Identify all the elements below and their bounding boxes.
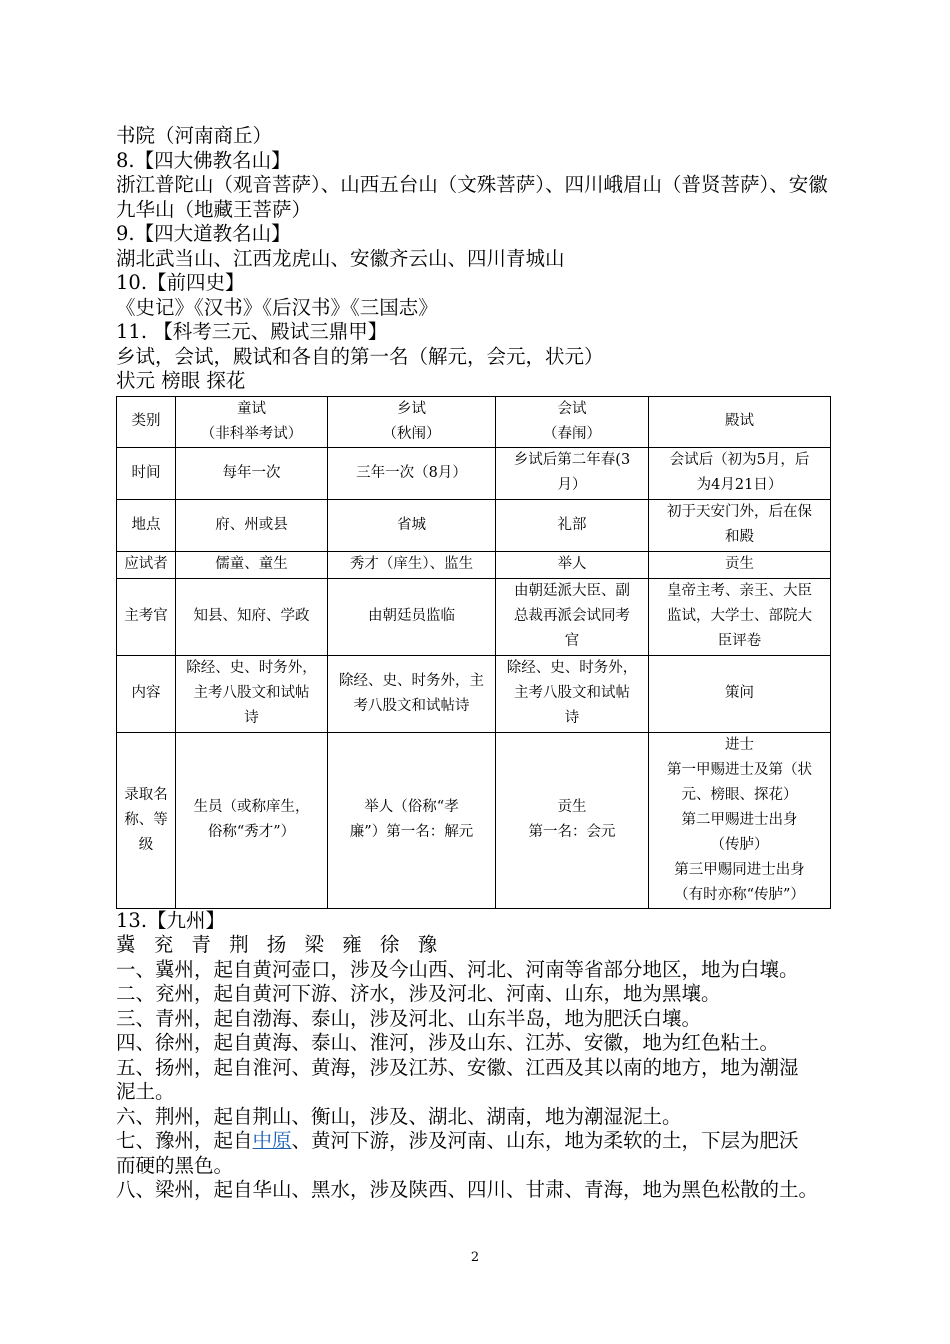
table-row-content [117,655,831,732]
table-cell: 举人（俗称“孝 廉”）第一名：解元 [328,732,496,908]
page-number: 2 [470,1250,480,1265]
paragraph-state-7-line1 [116,1129,844,1154]
zhongyuan-link[interactable]: 中原 [252,1129,292,1152]
table-cell: 地点 [117,499,176,551]
text-span: 七、豫州，起自 [116,1129,253,1152]
table-cell: 乡试 （秋闱） [328,396,496,447]
table-cell: 乡试后第二年春(3 月） [496,447,649,499]
document-page [116,124,844,1203]
paragraph-four-histories: 《史记》《汉书》《后汉书》《三国志》 [116,295,438,319]
table-cell: 应试者 [117,551,176,578]
table-cell: 策问 [649,655,831,732]
table-cell: 殿试 [649,396,831,447]
section-heading-9: 9.【四大道教名山】 [116,222,291,245]
paragraph-taoist-mountains: 湖北武当山、江西龙虎山、安徽齐云山、四川青城山 [116,246,565,270]
table-cell: 贡生 [649,551,831,578]
table-cell: 进士 第一甲赐进士及第（状 元、榜眼、探花） 第二甲赐进士出身 （传胪） 第三甲赐同进士出身 （有时亦称“传胪”） [649,732,831,908]
section-heading-11: 11. 【科考三元、殿试三鼎甲】 [116,320,388,343]
table-cell: 礼部 [496,499,649,551]
table-cell: 主考官 [117,578,176,655]
text-span: 、黄河下游，涉及河南、山东，地为柔软的土，下层为肥沃 [291,1129,799,1152]
paragraph-state-7-line2: 而硬的黑色。 [116,1153,234,1177]
table-cell: 童试 （非科举考试） [176,396,328,447]
paragraph-state-1: 一、冀州，起自黄河壶口，涉及今山西、河北、河南等省部分地区，地为白壤。 [116,957,799,981]
paragraph-state-2: 二、兖州，起自黄河下游、济水，涉及河北、河南、山东，地为黑壤。 [116,982,721,1005]
table-cell: 初于天安门外，后在保 和殿 [649,499,831,551]
paragraph-three-firsts: 乡试，会试，殿试和各自的第一名（解元，会元，状元） [116,344,604,368]
section-heading-10: 10.【前四史】 [116,271,245,294]
paragraph-state-3: 三、青州，起自渤海、泰山，涉及河北、山东半岛，地为肥沃白壤。 [116,1006,702,1030]
table-cell: 每年一次 [176,447,328,499]
paragraph-state-5-line1: 五、扬州，起自淮河、黄海，涉及江苏、安徽、江西及其以南的地方，地为潮湿 [116,1055,799,1079]
text-line: 书院（河南商丘） [116,124,273,147]
table-cell: 举人 [496,551,649,578]
table-row-rank [117,732,831,908]
paragraph-state-5-line2: 泥土。 [116,1080,175,1103]
table-cell: 由朝廷员监临 [328,578,496,655]
table-cell: 录取名 称、等 级 [117,732,176,908]
table-row-examiner [117,578,831,655]
table-cell: 类别 [117,396,176,447]
table-cell: 除经、史、时务外， 主考八股文和试帖 诗 [496,655,649,732]
section-heading-13: 13.【九州】 [116,908,226,932]
table-cell: 时间 [117,447,176,499]
table-cell: 除经、史、时务外，主 考八股文和试帖诗 [328,655,496,732]
table-cell: 儒童、童生 [176,551,328,578]
table-cell: 会试 （春闱） [496,396,649,447]
table-cell: 由朝廷派大臣、副 总裁再派会试同考 官 [496,578,649,655]
table-cell: 会试后（初为5月，后 为4月21日） [649,447,831,499]
table-cell: 知县、知府、学政 [176,578,328,655]
paragraph-state-6: 六、荆州，起自荆山、衡山，涉及、湖北、湖南，地为潮湿泥土。 [116,1104,682,1128]
nine-states-list: 冀 兖 青 荆 扬 梁 雍 徐 豫 [116,933,444,956]
table-row-time [117,447,831,499]
table-row-candidates [117,551,831,578]
table-cell: 生员（或称庠生， 俗称“秀才”） [176,732,328,908]
table-cell: 贡生 第一名：会元 [496,732,649,908]
paragraph-three-titles: 状元 榜眼 探花 [116,369,246,392]
paragraph-buddhist-mountains: 浙江普陀山（观音菩萨）、山西五台山（文殊菩萨）、四川峨眉山（普贤菩萨）、安徽九华山（地藏王菩萨） [116,173,828,221]
table-row-header [117,396,831,447]
table-cell: 秀才（庠生）、监生 [328,551,496,578]
table-cell: 府、州或县 [176,499,328,551]
exam-table [116,396,831,909]
table-cell: 皇帝主考、亲王、大臣 监试，大学士、部院大 臣评卷 [649,578,831,655]
paragraph-state-8: 八、梁州，起自华山、黑水，涉及陕西、四川、甘肃、青海，地为黑色松散的土。 [116,1178,819,1201]
table-cell: 省城 [328,499,496,551]
table-cell: 除经、史、时务外， 主考八股文和试帖 诗 [176,655,328,732]
table-cell: 三年一次（8月） [328,447,496,499]
paragraph-state-4: 四、徐州，起自黄海、泰山、淮河，涉及山东、江苏、安徽，地为红色粘土。 [116,1031,780,1054]
table-row-place [117,499,831,551]
section-heading-8: 8.【四大佛教名山】 [116,148,291,172]
table-cell: 内容 [117,655,176,732]
